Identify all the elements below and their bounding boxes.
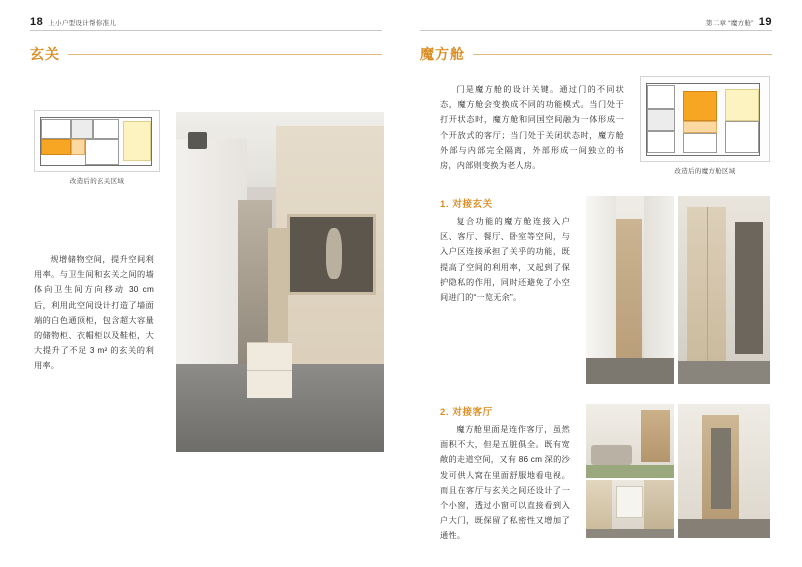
subsection-2-text: 魔方舱里面是连作客厅，虽然面积不大，但是五脏俱全。既有宽敞的走道空间，又有 86 cm 深的沙发可供人窝在里面舒服地看电视。而且在客厅与玄关之间还设计了一个小窗，透过小窗可以直接看到入户大门，既保留了私密性又增加了通性。 (440, 425, 570, 541)
photo-region-cabinet (687, 207, 726, 372)
photo-region-opening (735, 222, 763, 354)
left-body-text-block (34, 252, 154, 373)
photo-region-sofa (591, 445, 631, 464)
left-section-title: 玄关 (30, 46, 60, 62)
plan-room-bedroom (725, 89, 759, 121)
plan-room (41, 119, 71, 139)
right-floorplan-block (640, 76, 770, 175)
plan-wall (646, 83, 760, 84)
plan-room-highlight-secondary (683, 121, 717, 133)
photo-region-wood-door (616, 219, 642, 362)
left-floorplan-caption: 改造后的玄关区域 (69, 178, 125, 185)
plan-room (93, 119, 119, 139)
photo-region-floor (586, 358, 674, 384)
page-number-left: 18 (30, 16, 44, 28)
right-floorplan-caption: 改造后的魔方舱区域 (674, 168, 736, 175)
right-section-title: 魔方舱 (420, 46, 465, 62)
subsection-1-title: 1. 对接玄关 (440, 199, 493, 210)
photo-region-inner-space (711, 428, 731, 508)
page-number-right: 19 (758, 16, 772, 28)
right-section-heading (420, 44, 772, 64)
plan-room (683, 133, 717, 153)
plan-wall (646, 83, 647, 155)
photo-corridor-door (586, 196, 674, 384)
subsection-1-block (440, 196, 570, 305)
right-intro-block (440, 82, 624, 173)
photo-region-lamp (188, 132, 207, 149)
right-page-column (420, 44, 772, 70)
plan-room (71, 119, 93, 139)
right-section-divider (473, 54, 772, 55)
plan-room-highlight-entry (41, 139, 71, 155)
plan-room (725, 121, 759, 153)
right-intro-text: 门是魔方舱的设计关键。通过门的不同状态，魔方舱会变换成不同的功能模式。当门处于打开状态时，魔方舱和同国空间融为一体形成一个开放式的客厅；当门处于关闭状态时，魔方舱外部与内部完全隔离，外部形成一间独立的书房，内部则变换为老人房。 (440, 85, 624, 170)
photo-region-drawer (247, 342, 293, 397)
plan-room (647, 131, 675, 153)
plan-wall (151, 117, 152, 166)
header-rule-left (30, 30, 382, 31)
photo-region-left-wall (586, 196, 616, 384)
plan-room-highlight-cube (683, 91, 717, 121)
running-head-right: 第二章 “魔方舱” (705, 20, 754, 27)
left-floorplan-drawing (34, 110, 160, 172)
photo-region-floor (586, 529, 674, 538)
left-section-divider (68, 54, 382, 55)
plan-wall (41, 165, 151, 166)
plan-room-highlight-secondary (71, 139, 85, 155)
subsection-2-block (440, 404, 570, 543)
photo-region-wood-panel (641, 410, 671, 462)
photo-cube-doorway (678, 404, 770, 538)
left-page-column (30, 44, 382, 70)
photo-region-floor (586, 465, 674, 478)
photo-region-floor (678, 361, 770, 384)
photo-region-vase (326, 228, 343, 279)
photo-region-right-wall (644, 196, 674, 384)
header-rule-right (420, 30, 772, 31)
running-head-left: 上小户型设计帮你准儿 (48, 20, 117, 27)
subsection-2-title: 2. 对接客厅 (440, 407, 493, 418)
plan-room (647, 109, 675, 131)
photo-region-floor (678, 519, 770, 538)
photo-cabinet-open (678, 196, 770, 384)
photo-region-window (616, 486, 643, 518)
photo-living-room-sofa (586, 404, 674, 478)
photo-region-shelf (268, 228, 289, 344)
photo-living-room-window (586, 480, 674, 538)
photo-entry-hallway (176, 112, 384, 452)
plan-room (85, 139, 119, 165)
plan-room-bedroom (123, 121, 151, 161)
plan-wall (646, 155, 760, 156)
left-body-text: 规增储物空间，提升空间利用率。与卫生间和玄关之间的墙体向卫生间方向移动 30 cm 后，利用此空间设计打造了墙面端的白色通顶柜，包含超大容量的储物柜、衣帽柜以及鞋柜，大大提升了不足 3 m² 的玄关的利用率。 (34, 255, 154, 371)
subsection-1-text: 复合功能的魔方舱连接入户区、客厅、餐厅、卧室等空间，与入户区连接承担了关乎的功能，既提高了空间的利用率，又起到了保护隐私的作用，同时还避免了小空间进门的“一览无余”。 (440, 217, 570, 302)
left-section-heading (30, 44, 382, 64)
right-floorplan-drawing (640, 76, 770, 162)
plan-wall (759, 83, 760, 155)
plan-wall (40, 117, 41, 166)
plan-room (647, 85, 675, 109)
plan-wall (41, 117, 151, 118)
photo-region-left-wall (176, 139, 247, 391)
left-floorplan-block (34, 110, 160, 185)
